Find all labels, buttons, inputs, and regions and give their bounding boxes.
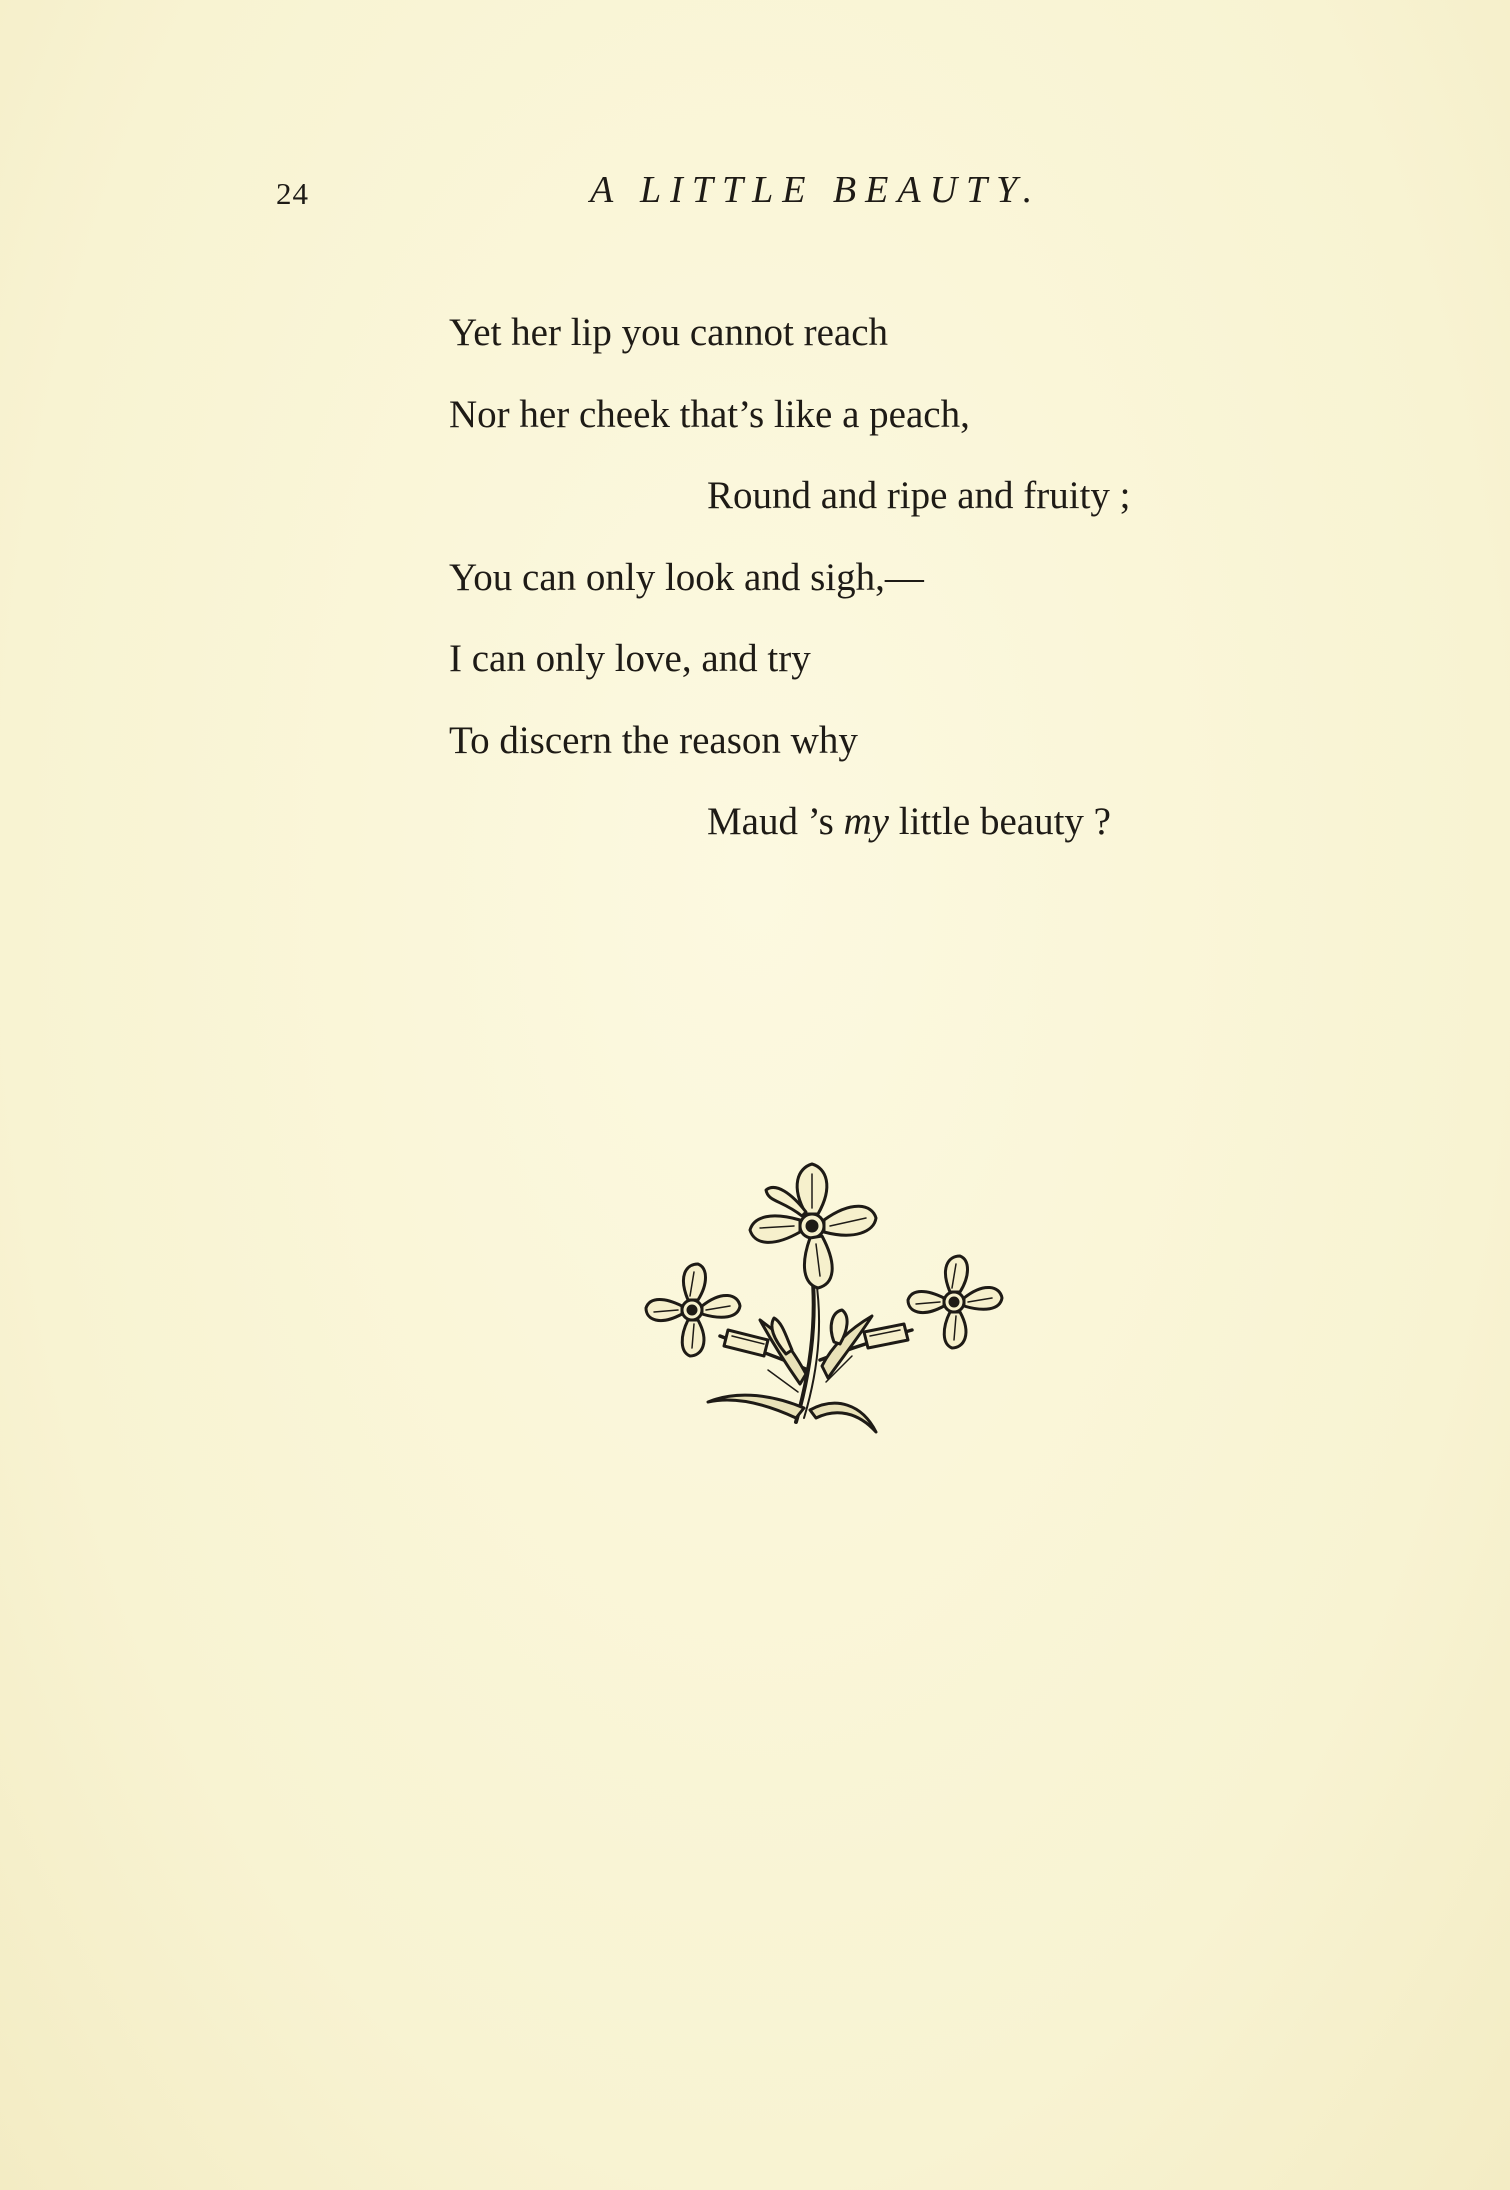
- poem-line: I can only love, and try: [449, 637, 811, 680]
- poem-line: You can only look and sigh,—: [449, 555, 924, 599]
- poem-last-line: [449, 781, 1131, 863]
- running-head: A LITTLE BEAUTY.: [590, 169, 1042, 211]
- page-number: 24: [276, 176, 309, 211]
- last-line-end: little beauty ?: [888, 800, 1111, 843]
- flower-sprig-icon: [636, 1160, 1012, 1440]
- poem-line: Round and ripe and fruity ;: [707, 474, 1131, 517]
- poem-line: To discern the reason why: [449, 718, 858, 762]
- last-line-emphasis: my: [843, 800, 889, 843]
- poem-line: Nor her cheek that’s like a peach,: [449, 392, 970, 436]
- poem-stanza: [449, 292, 1131, 863]
- last-line-start: Maud ’s: [707, 800, 844, 843]
- poem-line: Yet her lip you cannot reach: [449, 311, 888, 354]
